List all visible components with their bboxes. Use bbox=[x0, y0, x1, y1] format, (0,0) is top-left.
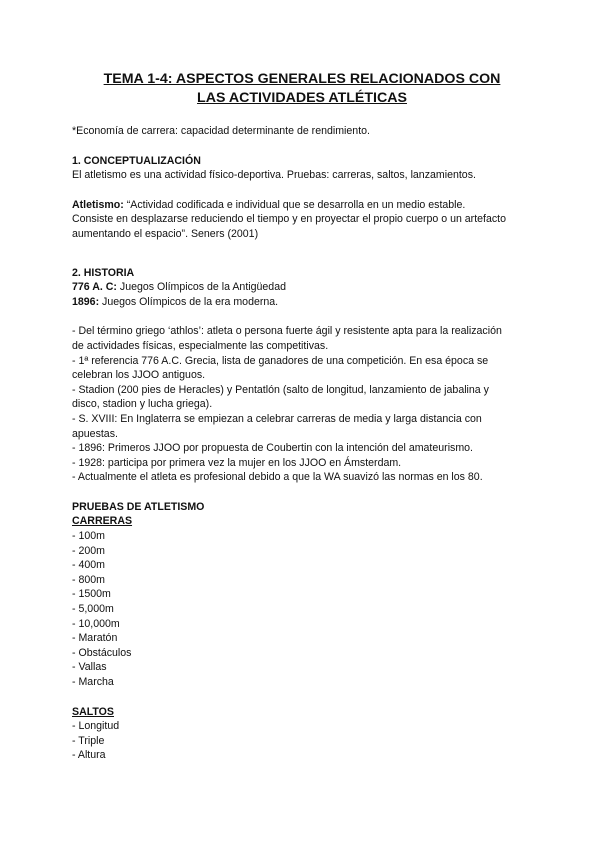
list-item: - 100m bbox=[72, 530, 105, 543]
history-date-line bbox=[72, 280, 532, 295]
list-item: - 5,000m bbox=[72, 603, 114, 616]
list-item: - Obstáculos bbox=[72, 646, 132, 659]
definition-term: Atletismo: bbox=[72, 198, 124, 211]
carreras-list bbox=[72, 529, 532, 690]
definition-line: “Actividad codificada e individual que se desarrolla en un medio estable. bbox=[123, 198, 466, 211]
date-label: 1896: bbox=[72, 295, 100, 308]
definition-line: Consiste en desplazarse reduciendo el tiempo y en proyectar el propio cuerpo o un artefacto bbox=[72, 213, 507, 226]
history-date-line bbox=[72, 295, 532, 310]
history-line: - 1928: participa por primera vez la mujer en los JJOO en Ámsterdam. bbox=[72, 456, 402, 469]
section-1-text: El atletismo es una actividad físico-deportiva. Pruebas: carreras, saltos, lanzamientos. bbox=[72, 169, 476, 182]
page-title bbox=[72, 70, 532, 108]
list-item: - 200m bbox=[72, 544, 105, 557]
history-line: - Stadion (200 pies de Heracles) y Pentatlón (salto de longitud, lanzamiento de jabalina y bbox=[72, 383, 489, 396]
note-text: *Economía de carrera: capacidad determinante de rendimiento. bbox=[72, 125, 370, 137]
list-item: - 400m bbox=[72, 559, 105, 572]
definition-line: aumentando el espacio”. Seners (2001) bbox=[72, 227, 259, 240]
list-item: - Marcha bbox=[72, 676, 114, 688]
list-item: - Maratón bbox=[72, 632, 118, 645]
list-item: - 1500m bbox=[72, 588, 111, 601]
date-text: Juegos Olímpicos de la era moderna. bbox=[99, 295, 279, 308]
history-line: - Del término griego ‘athlos’: atleta o persona fuerte ágil y resistente apta para la realización bbox=[72, 325, 502, 338]
pruebas-heading: PRUEBAS DE ATLETISMO bbox=[72, 500, 205, 513]
history-line: - 1ª referencia 776 A.C. Grecia, lista de ganadores de una competición. En esa época se bbox=[72, 354, 489, 367]
list-item: - 800m bbox=[72, 573, 105, 586]
list-item: - Altura bbox=[72, 749, 106, 762]
title-line-1: TEMA 1-4: ASPECTOS GENERALES RELACIONADOS CON bbox=[103, 71, 501, 87]
history-line: apuestas. bbox=[72, 427, 118, 440]
date-text: Juegos Olímpicos de la Antigüedad bbox=[116, 281, 286, 294]
document-page bbox=[72, 70, 532, 763]
history-line: celebran los JJOO antiguos. bbox=[72, 369, 206, 382]
section-1-heading: 1. CONCEPTUALIZACIÓN bbox=[72, 154, 201, 167]
history-line: disco, stadion y lucha griega). bbox=[72, 398, 213, 411]
list-item: - Triple bbox=[72, 734, 105, 747]
definition-paragraph bbox=[72, 198, 532, 213]
list-item: - Longitud bbox=[72, 720, 120, 733]
history-line: de actividades físicas, especialmente las competitivas. bbox=[72, 339, 329, 352]
carreras-heading: CARRERAS bbox=[72, 515, 133, 528]
history-line: - S. XVIII: En Inglaterra se empiezan a celebrar carreras de media y larga distancia con bbox=[72, 412, 482, 425]
history-line: - Actualmente el atleta es profesional debido a que la WA suavizó las normas en los 80. bbox=[72, 471, 483, 484]
list-item: - Vallas bbox=[72, 661, 107, 674]
list-item: - 10,000m bbox=[72, 617, 120, 630]
section-2-heading: 2. HISTORIA bbox=[72, 266, 135, 279]
title-line-2: LAS ACTIVIDADES ATLÉTICAS bbox=[197, 90, 407, 106]
saltos-list bbox=[72, 719, 532, 763]
date-label: 776 A. C: bbox=[72, 281, 117, 294]
history-line: - 1896: Primeros JJOO por propuesta de Coubertin con la intención del amateurismo. bbox=[72, 442, 474, 455]
saltos-heading: SALTOS bbox=[72, 705, 114, 718]
